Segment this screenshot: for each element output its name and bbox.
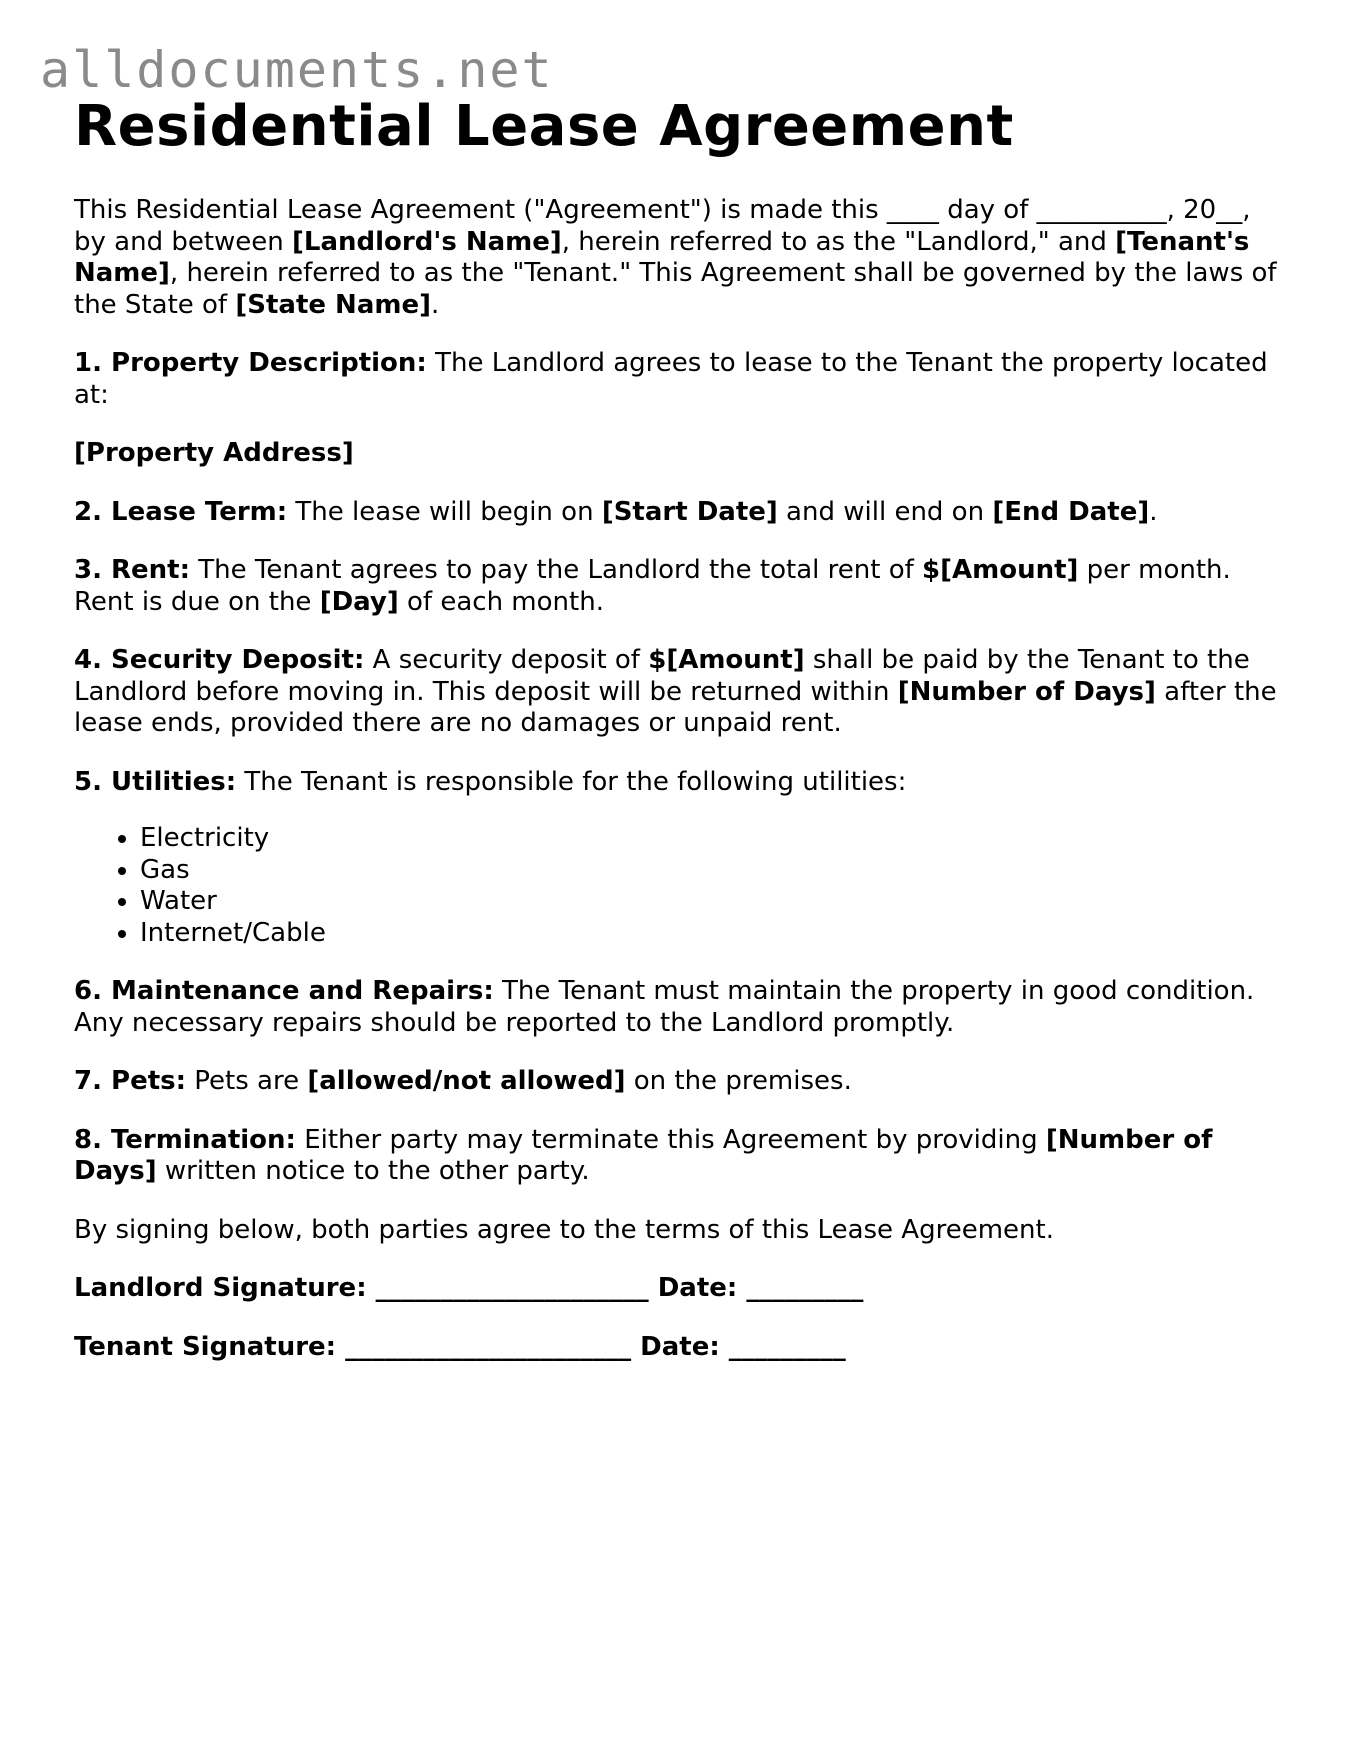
intro-text-1: This Residential Lease Agreement ("Agreement") is made this ____ day of __________, 20__, by and between — [74, 195, 1251, 257]
lease-term-text-2: and will end on — [777, 496, 993, 527]
deposit-section — [74, 645, 1284, 740]
maintenance-heading: 6. Maintenance and Repairs: — [74, 976, 494, 1006]
start-date-placeholder: [Start Date] — [601, 496, 778, 527]
deposit-days-placeholder: [Number of Days] — [897, 676, 1156, 707]
deposit-heading: 4. Security Deposit: — [74, 645, 365, 675]
landlord-signature-label: Landlord Signature: _____________________ Date: _________ — [74, 1273, 864, 1303]
deposit-amount-placeholder: $[Amount] — [648, 645, 805, 675]
tenant-signature-line — [74, 1332, 1284, 1364]
state-name-placeholder: [State Name] — [235, 289, 431, 320]
utilities-text: The Tenant is responsible for the following utilities: — [236, 766, 907, 797]
closing-statement: By signing below, both parties agree to the terms of this Lease Agreement. — [74, 1214, 1054, 1245]
property-heading: 1. Property Description: — [74, 348, 427, 378]
utilities-section — [74, 767, 1284, 799]
lease-term-text-1: The lease will begin on — [287, 496, 602, 527]
deposit-text-3: after the lease ends, provided there are no damages or unpaid rent. — [74, 676, 1277, 738]
intro-text-3: , herein referred to as the "Tenant." This Agreement shall be governed by the laws of the State of — [74, 258, 1277, 320]
pets-section — [74, 1066, 1284, 1098]
lease-term-text-3: . — [1149, 496, 1158, 527]
termination-heading: 8. Termination: — [74, 1124, 296, 1155]
rent-heading: 3. Rent: — [74, 555, 191, 585]
termination-text-1: Either party may terminate this Agreement by providing — [295, 1124, 1046, 1155]
end-date-placeholder: [End Date] — [992, 496, 1150, 527]
list-item: • Electricity — [140, 823, 1284, 855]
lease-term-section — [74, 497, 1284, 529]
property-section — [74, 348, 1284, 411]
rent-text-2: per month. Rent is due on the — [74, 555, 1231, 617]
watermark: alldocuments.net — [40, 41, 554, 99]
rent-text-1: The Tenant agrees to pay the Landlord the total rent of — [190, 555, 923, 585]
deposit-text-2: shall be paid by the Tenant to the Landlord before moving in. This deposit will be returned within — [74, 645, 1250, 707]
list-item: • Gas — [140, 855, 1284, 887]
pets-text-1: Pets are — [186, 1066, 308, 1096]
rent-text-3: of each month. — [398, 586, 604, 617]
pets-option-placeholder: [allowed/not allowed] — [307, 1066, 626, 1096]
intro-text-2: , herein referred to as the "Landlord," and — [561, 226, 1116, 257]
pets-heading: 7. Pets: — [74, 1066, 187, 1096]
property-text: The Landlord agrees to lease to the Tenant the property located at: — [74, 348, 1268, 410]
document-page — [74, 93, 1284, 1363]
maintenance-text: The Tenant must maintain the property in good condition. Any necessary repairs should be reported to the Landlord promptly. — [74, 976, 1255, 1038]
termination-text-2: written notice to the other party. — [156, 1156, 590, 1186]
maintenance-section — [74, 976, 1284, 1039]
landlord-name-placeholder: [Landlord's Name] — [292, 226, 562, 257]
intro-paragraph — [74, 195, 1284, 321]
property-address-placeholder: [Property Address] — [74, 438, 354, 468]
utilities-list — [74, 823, 1284, 949]
lease-term-heading: 2. Lease Term: — [74, 496, 288, 527]
utilities-heading: 5. Utilities: — [74, 766, 237, 797]
rent-section — [74, 555, 1284, 618]
list-item: • Internet/Cable — [140, 918, 1284, 950]
rent-amount-placeholder: $[Amount] — [922, 555, 1079, 585]
list-item: • Water — [140, 886, 1284, 918]
tenant-signature-label: Tenant Signature: ______________________ Date: _________ — [74, 1331, 846, 1362]
landlord-signature-line — [74, 1273, 1284, 1305]
termination-section — [74, 1125, 1284, 1188]
property-address-line — [74, 438, 1284, 470]
tenant-name-placeholder: [Tenant's Name] — [74, 226, 1250, 288]
intro-text-4: . — [430, 289, 440, 320]
rent-day-placeholder: [Day] — [319, 586, 399, 617]
pets-text-2: on the premises. — [625, 1066, 852, 1096]
termination-days-placeholder: [Number of Days] — [74, 1124, 1213, 1186]
document-title: Residential Lease Agreement — [74, 94, 1014, 159]
deposit-text-1: A security deposit of — [364, 645, 649, 675]
